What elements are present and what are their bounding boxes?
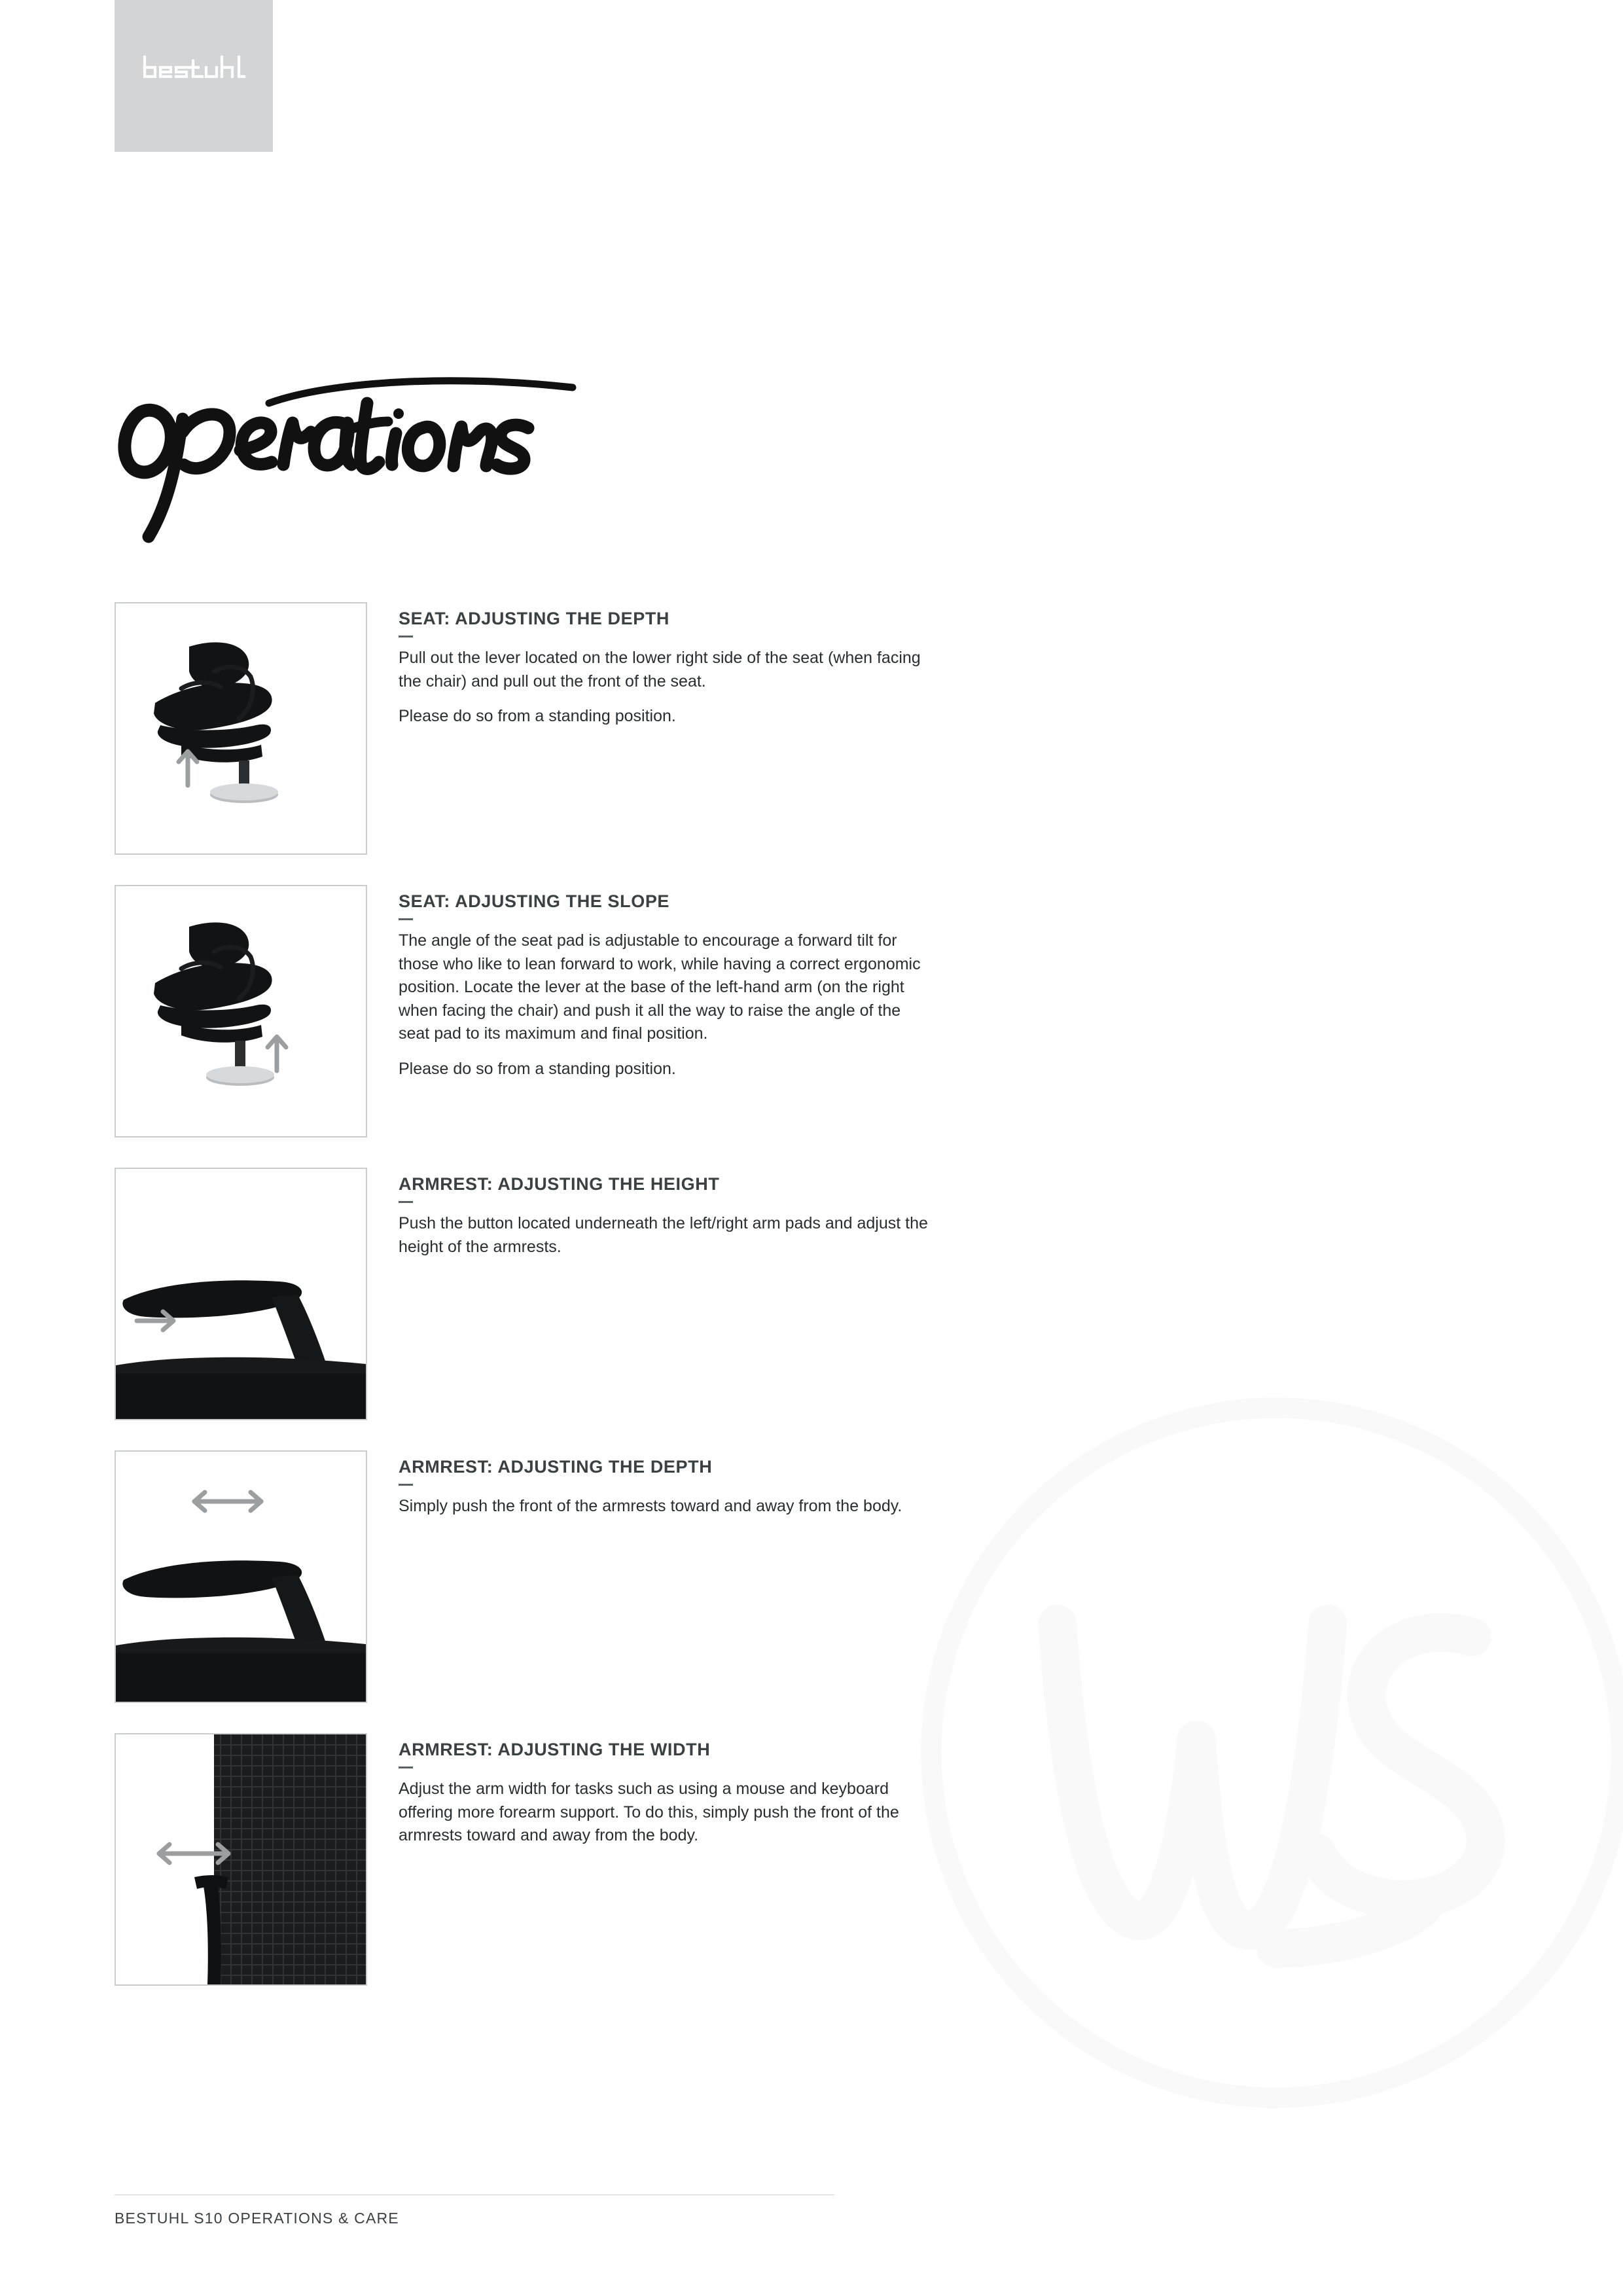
bestuhl-logo-icon (141, 54, 247, 81)
section-seat-depth (115, 602, 965, 855)
armrest-depth-photo (115, 1450, 367, 1703)
chair-seat-slope-photo (115, 885, 367, 1138)
section-paragraph: Simply push the front of the armrests toward and away from the body. (399, 1497, 902, 1515)
section-armrest-width (115, 1733, 965, 1986)
section-armrest-height (115, 1168, 965, 1420)
section-title: ARMREST: ADJUSTING THE WIDTH (399, 1740, 711, 1759)
ws-watermark (890, 1367, 1623, 2139)
section-divider (399, 1767, 413, 1768)
section-paragraph: Adjust the arm width for tasks such as using a mouse and keyboard offering more forearm support. To do this, simply push the front of the armrests toward and away from the body. (399, 1780, 899, 1844)
page-title (115, 340, 704, 550)
brand-logo-block (115, 0, 273, 152)
section-seat-slope (115, 885, 965, 1138)
section-paragraph: Pull out the lever located on the lower right side of the seat (when facing the chair) and pull out the front of the seat. (399, 649, 921, 691)
footer-label: BESTUHL S10 OPERATIONS & CARE (115, 2210, 399, 2227)
section-paragraph: Please do so from a standing position. (399, 1059, 676, 1078)
section-title: SEAT: ADJUSTING THE SLOPE (399, 891, 670, 911)
section-divider (399, 1201, 413, 1203)
section-paragraph: Please do so from a standing position. (399, 707, 676, 725)
section-divider (399, 1484, 413, 1486)
chair-seat-depth-photo (115, 602, 367, 855)
section-title: ARMREST: ADJUSTING THE HEIGHT (399, 1174, 720, 1194)
section-divider (399, 918, 413, 920)
page-footer (115, 2195, 1162, 2227)
armrest-width-photo (115, 1733, 367, 1986)
section-title: ARMREST: ADJUSTING THE DEPTH (399, 1457, 713, 1477)
armrest-height-photo (115, 1168, 367, 1420)
section-paragraph: The angle of the seat pad is adjustable to encourage a forward tilt for those who like to lean forward to work, while having a correct ergonomic position. Locate the lever at the base of the left-hand arm (on the right when facing the chair) and push it all the way to raise the angle of the seat pad to its maximum and final position. (399, 931, 921, 1043)
section-armrest-depth (115, 1450, 965, 1703)
operations-sections (115, 602, 965, 1986)
section-paragraph: Push the button located underneath the left/right arm pads and adjust the height of the armrests. (399, 1214, 928, 1256)
section-title: SEAT: ADJUSTING THE DEPTH (399, 609, 670, 628)
section-divider (399, 636, 413, 637)
